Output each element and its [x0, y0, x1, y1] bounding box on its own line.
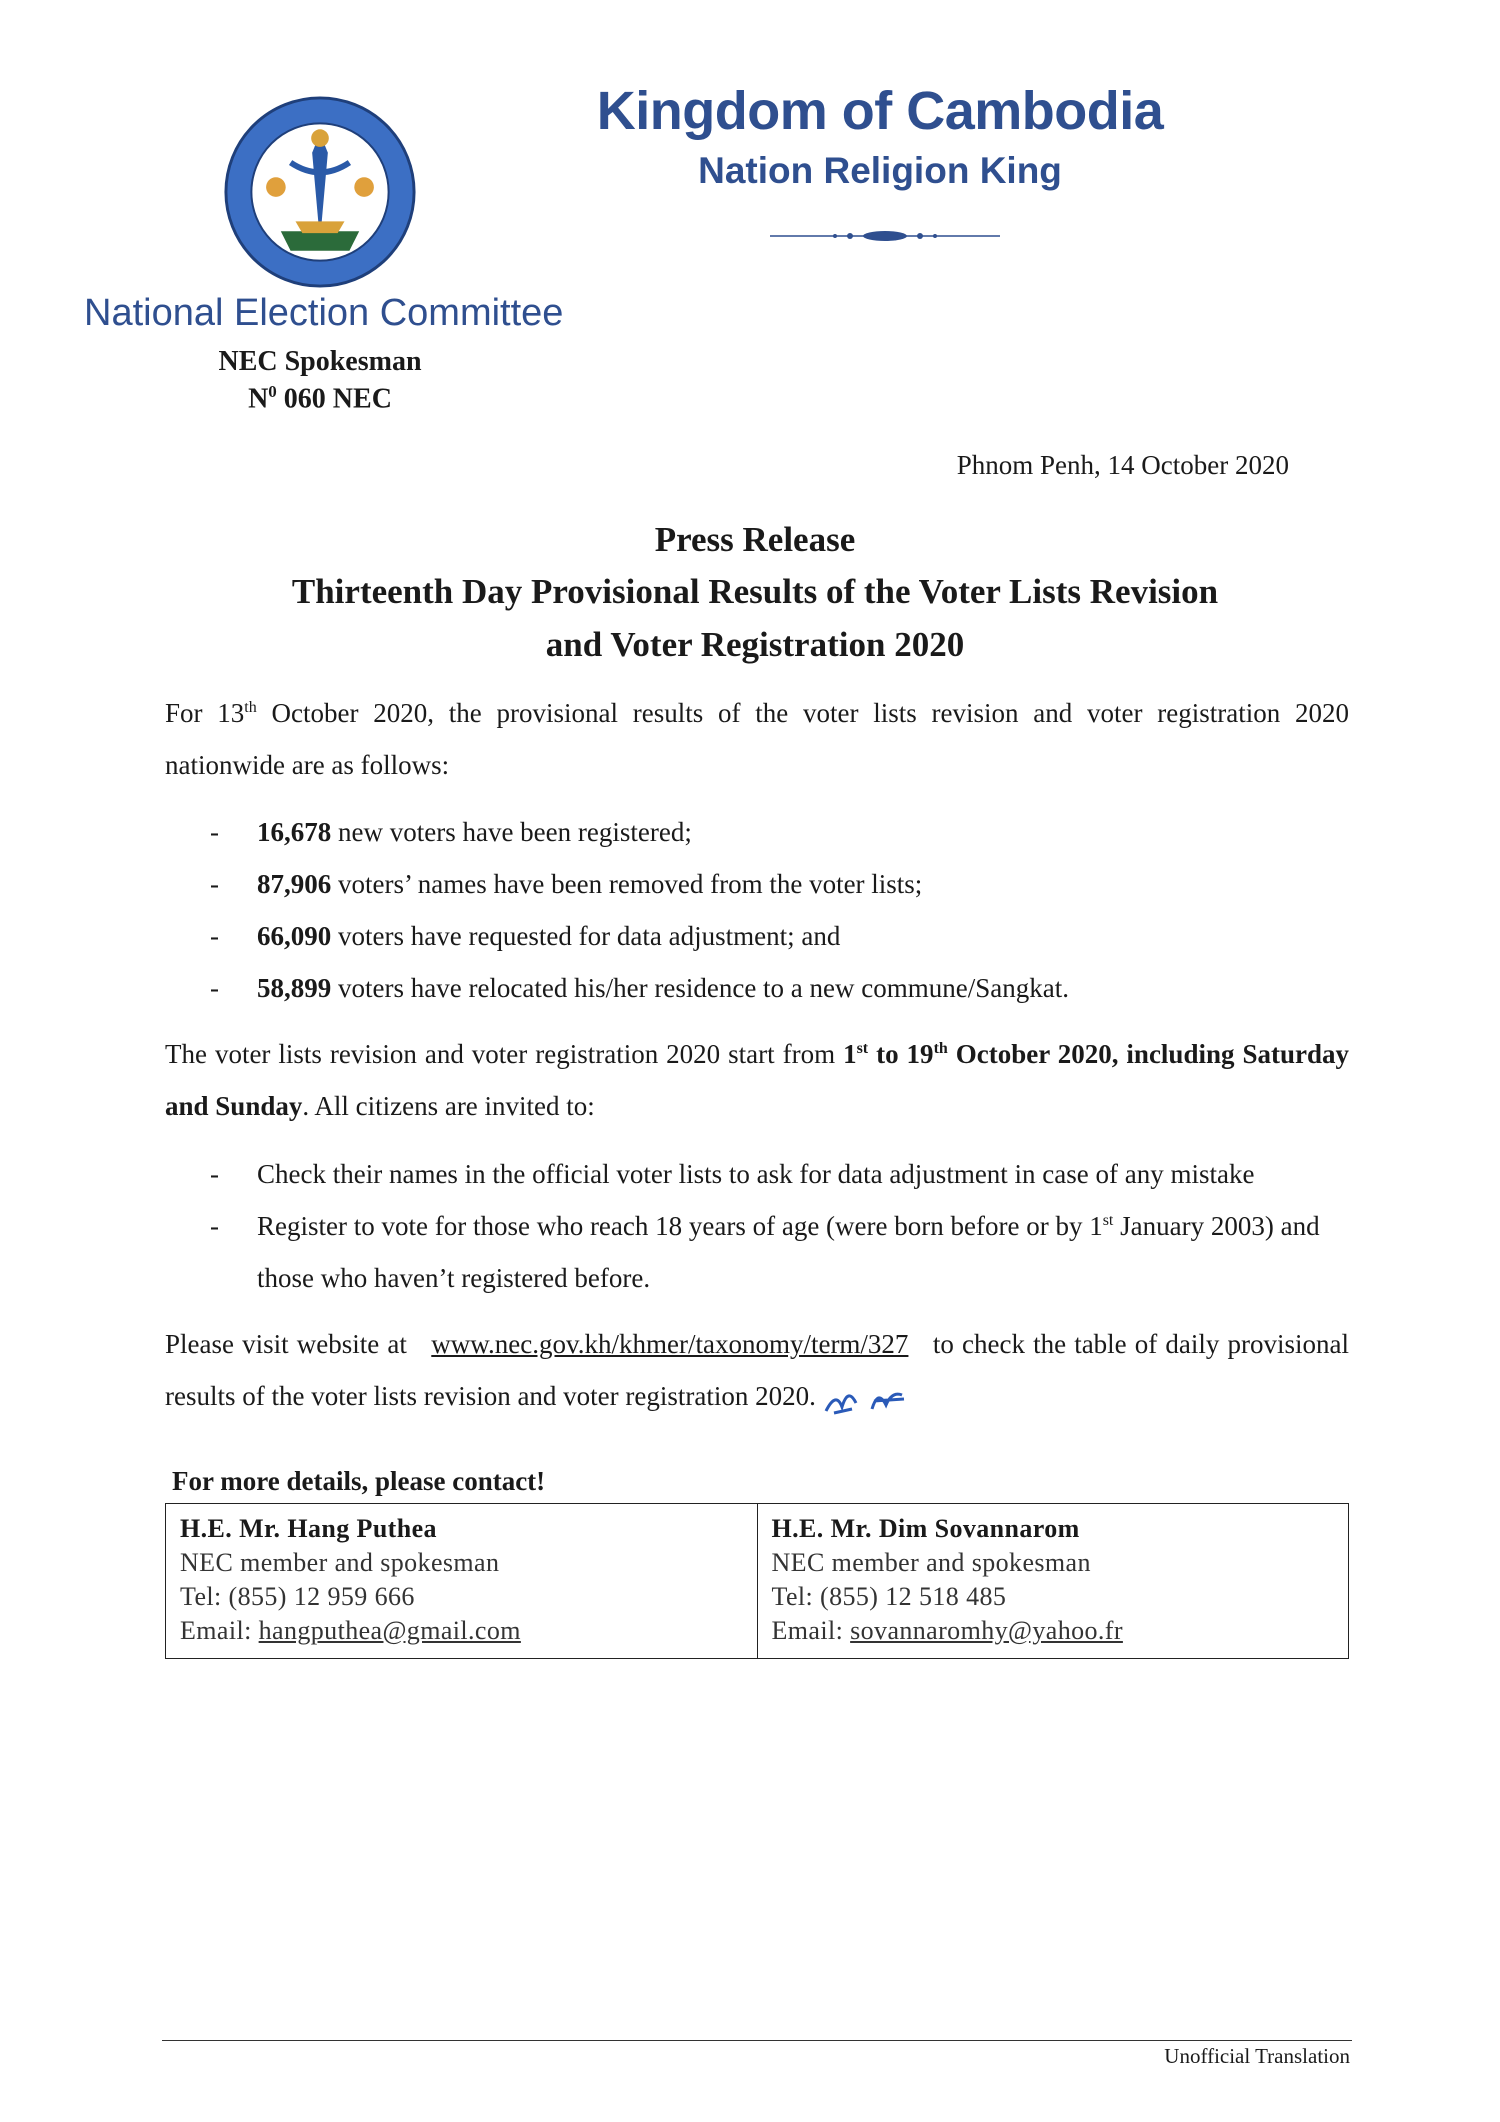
email-link[interactable]: sovannaromhy@yahoo.fr [850, 1616, 1123, 1645]
nec-seal-icon [222, 94, 418, 290]
contact-phone: Tel: (855) 12 518 485 [771, 1582, 1007, 1611]
website-link[interactable]: www.nec.gov.kh/khmer/taxonomy/term/327 [431, 1329, 909, 1359]
contact-role: NEC member and spokesman [180, 1548, 500, 1577]
contact-email-row: Email: hangputhea@gmail.com [180, 1616, 521, 1645]
document-number: $N^0$ 060 NEC [248, 382, 392, 415]
intro-paragraph: For 13th October 2020, the provisional results of the voter lists revision and voter registration 2020 nationwide are as follows: [165, 698, 1349, 780]
press-release-title: Press Release [654, 520, 856, 559]
list-item: - Check their names in the official voter lists to ask for data adjustment in case of any mistake [210, 1159, 1255, 1189]
contact-heading: For more details, please contact! [172, 1466, 546, 1496]
contact-name: H.E. Mr. Hang Puthea [180, 1514, 437, 1543]
contact-card [757, 1504, 1349, 1658]
contact-phone: Tel: (855) 12 959 666 [180, 1582, 415, 1611]
contact-name: H.E. Mr. Dim Sovannarom [771, 1514, 1080, 1543]
footer-note: Unofficial Translation [1164, 2044, 1350, 2068]
kingdom-heading: Kingdom of Cambodia [596, 81, 1164, 141]
spokesman-label: NEC Spokesman [218, 346, 422, 377]
list-item: - 87,906 voters’ names have been removed from the voter lists; [210, 869, 923, 899]
invite-list [205, 1148, 1355, 1304]
subtitle-line-2: and Voter Registration 2020 [545, 625, 965, 664]
list-item: - 58,899 voters have relocated his/her residence to a new commune/Sangkat. [210, 973, 1069, 1003]
ornament-divider-icon [770, 226, 1000, 246]
list-item: - 16,678 new voters have been registered; [210, 817, 692, 847]
list-item: - 66,090 voters have requested for data adjustment; and [210, 921, 841, 951]
email-link[interactable]: hangputhea@gmail.com [258, 1616, 521, 1645]
contact-role: NEC member and spokesman [771, 1548, 1091, 1577]
motto-heading: Nation Religion King [698, 150, 1062, 191]
results-list [205, 806, 1355, 1014]
visit-paragraph: Please visit website at www.nec.gov.kh/khmer/taxonomy/term/327 to check the table of daily provisional results of the voter lists revision and voter registration 2020. [165, 1318, 1349, 1422]
dateline: Phnom Penh, 14 October 2020 [956, 450, 1289, 480]
committee-name: National Election Committee [84, 292, 564, 334]
footer-divider [162, 2040, 1352, 2041]
list-item: - Register to vote for those who reach 18 years of age (were born before or by 1st January 2003) and those who haven’t registered before. [210, 1211, 1320, 1293]
contact-card [166, 1504, 757, 1658]
contact-table [165, 1503, 1349, 1659]
subtitle-line-1: Thirteenth Day Provisional Results of the Voter Lists Revision [291, 572, 1219, 611]
period-paragraph: The voter lists revision and voter registration 2020 start from 1st to 19th October 2020, including Saturday and Sunday. All citizens are invited to: [165, 1039, 1349, 1121]
handwritten-initials-icon [822, 1381, 912, 1417]
contact-email-row: Email: sovannaromhy@yahoo.fr [771, 1616, 1123, 1645]
